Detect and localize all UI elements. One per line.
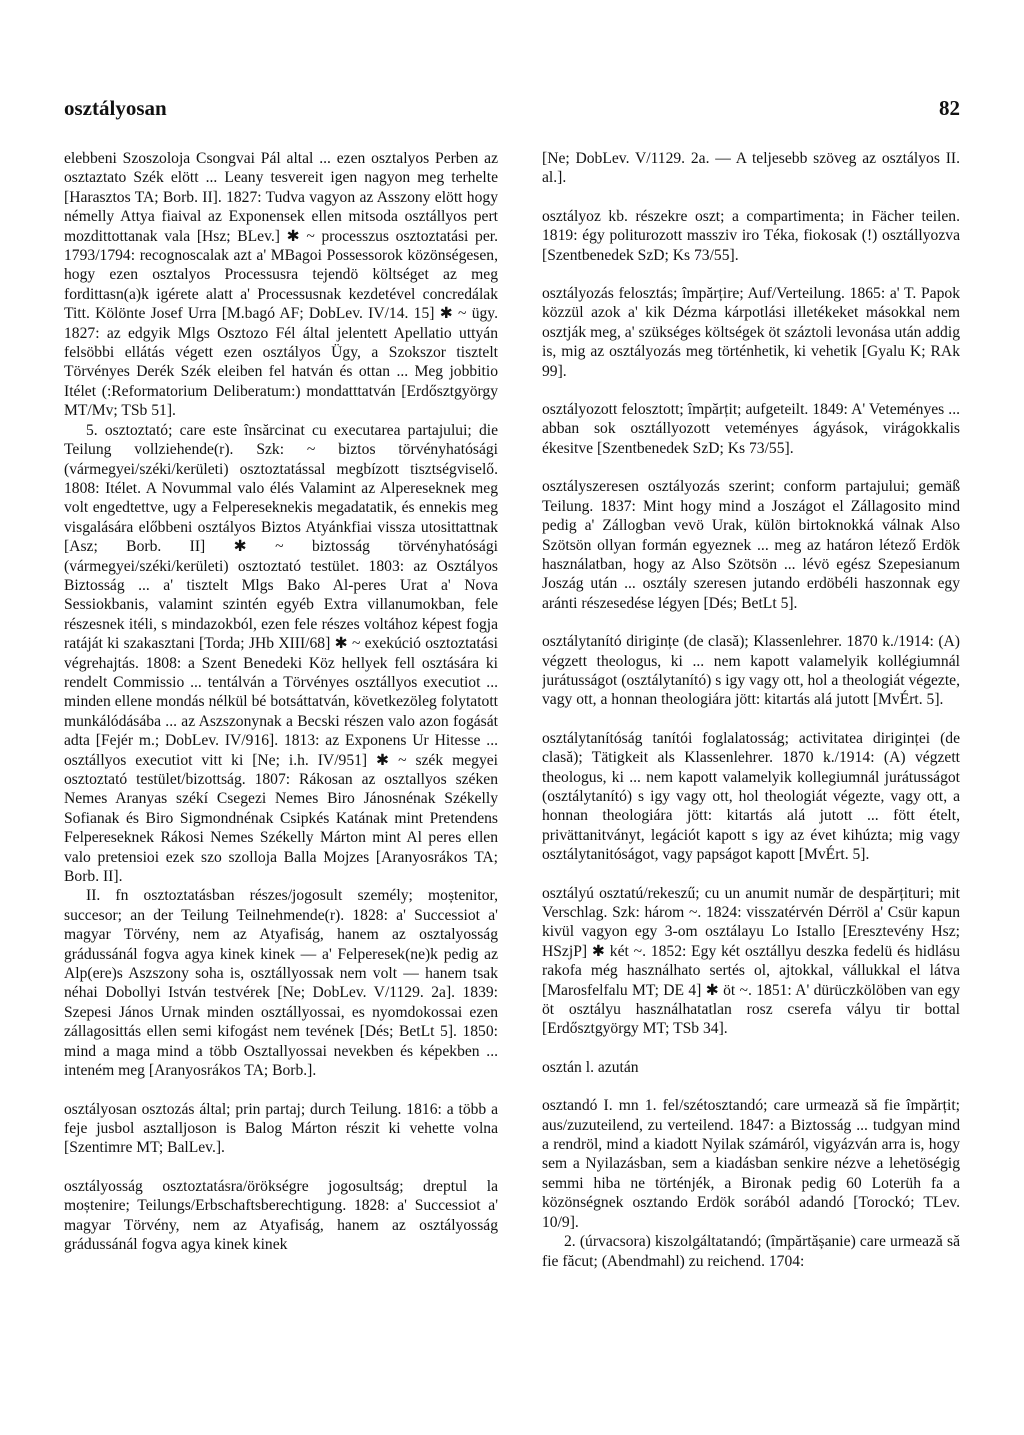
page-number: 82 xyxy=(939,96,960,120)
entry-paragraph: osztályosság osztoztatásra/örökségre jogosultság; dreptul la moștenire; Teilungs/Erbschaftsberechtigung. 1828: a' Successiot a' magyar Törvény, nem az Atyafiság, hanem az osztályosság grádussánál fogva agya kinek kinek xyxy=(64,1177,498,1253)
entry-paragraph: osztályú osztatú/rekeszű; cu un anumit număr de despărțituri; mit Verschlag. Szk: három ~. 1824: visszatérvén Dérröl a' Csür kapun kivül vagyon egy 3-om osztálayu Lo Istallo [Eresztevény Hsz; HSzjP] ✱ két ~. 1852: Egy két osztállyu deszka fedelü és hidlásu rakofa még használhato sertés ol, ajtokkal, vállukkal el látva [Marosfelfalu MT; DE 4] ✱ öt ~. 1851: A' dürüczkölöben van egy öt osztályu használhatatlan rosz cserefa vályu tir bottal [Erdősztgyörgy MT; TSb 34]. xyxy=(542,884,960,1038)
entry-paragraph: osztályozott felosztott; împărțit; aufgeteilt. 1849: A' Veteményes ... abban sok osztállyozott veteményes ágyások, virágokkalis ékesitve [Szentbenedek SzD; Ks 73/55]. xyxy=(542,401,960,457)
entry-paragraph: 5. osztoztató; care este însărcinat cu executarea partajului; die Teilung vollziehende(r). Szk: ~ biztos törvényhatósági (vármegyei/széki/kerületi) osztoztatással megbízott tisztségviselő. 1808: Itélet. A Novummal valo élés Valamint az Alpereseknek meg volt engedtettve, ugy a Felpereseknekis megadatatik, és ennekis meg visgalására előbbeni osztályos Biztos Atyánkfiai vissza utosittattnak [Asz; Borb. II] ✱ ~ biztosság törvényhatósági (vármegyei/széki/kerületi) osztoztató testület. 1803: az Osztályos Biztosság ... a' tisztelt Mlgs Bako Al-peres Urat a' Nova Sessiokbanis, valamint szintén egyéb Extra villanumokban, fele részesnek itéli, s mindazokból, ezen fele részes voltához képest fogja ratáját ki szakasztani [Torda; JHb XIII/68] ✱ ~ exekúció osztoztatási végrehajtás. 1808: a Szent Benedeki Köz hellyek fell osztására ki rendelt Commissio ... tentálván a Törvényes osztállyos executiot ... minden ellene mondás nélkül bé botsáttatván, következöleg folytatott munkálódásába ... az Aszszonynak a Becski részen valo azon fogását adta [Fejér m.; DobLev. IV/916]. 1813: az Exponens Ur Hitesse ... osztállyos executiot vitt ki [Ne; i.h. IV/951] ✱ ~ szék megyei osztoztató testület/bizottság. 1807: Rákosan az osztallyos széken Nemes Aranyas székí Csegezi Nemes Biro Jánosnénak Székelly Sofianak és Biro Sigmondnénak Csipkés Katának mint Pretendens Felpereseknek Rákosi Nemes Székelly Márton mint Al peres ellen valo pretensioi ezek szo szolloja Balla Mojzes [Aranyosrákos TA; Borb. II]. xyxy=(64,421,498,886)
entry-paragraph: osztandó I. mn 1. fel/szétosztandó; care urmează să fie împărțit; aus/zuzuteilend, zu verteilend. 1847: a Biztosság ... tudgyan mind a rendröl, mind a kiadott Nyilak számáról, vigyázván arra is, hogy sem a Nyilazásban, sem a kiadásban senkire nézve a lehetöségig semmi hiba ne történjék, a Bironak pedig 60 Loterüh fa a közönségnek osztando Erdök sorából adandó [Torockó; TLev. 10/9]. xyxy=(542,1097,960,1231)
running-headword: osztályosan xyxy=(64,96,167,120)
entry-paragraph: osztálytanító dirigințe (de clasă); Klassenlehrer. 1870 k./1914: (A) végzett theologus, ki ... nem kapott valamelyik kollégiumnál jurátusságot (osztálytanító) s igy vagy ott, hol a theologiát végezte, vagy ott, a honnan theologiára jött: kitartás alá jutott [MvÉrt. 5]. xyxy=(542,633,960,709)
entry-paragraph: osztályozás felosztás; împărțire; Auf/Verteilung. 1865: a' T. Papok közzül azok a' kik Dézma kárpotlási illetékeket másokkal nem osztják meg, a' szükséges költségek öt száztoli levonása után addig is, mig az osztályozás meg történhetik, ki vehetik [Gyalu K; RAk 99]. xyxy=(542,285,960,380)
left-column xyxy=(64,149,498,1395)
entry-paragraph: elebbeni Szoszoloja Csongvai Pál altal ... ezen osztalyos Perben az osztaztato Szék elött ... Leany tesvereit igen nagyon meg terhelte [Harasztos TA; Borb. II]. 1827: Tudva vagyon az Asszony elött hogy némelly Attya fiaival az Exponensek ellen mitsoda osztállyos pert mozdittottanak vala [Hsz; BLev.] ✱ ~ processzus osztoztatási per. 1793/1794: recognoscalak azt a' MBagoi Possessorok közönségesen, hogy ezen osztalyos Processusra tejendö költséget az meg fordittasn(a)k igérete alatt a' Processusnak kezdetével concredálak Titt. Kölönte Josef Urra [M.bagó AF; DobLev. IV/14. 15] ✱ ~ ügy. 1827: az edgyik Mlgs Osztozo Fél által jelentett Apellatio uttyán felsöbbi ellátás végett ezen osztályos Ügy, a Szokszor tisztelt Törvényes Derék Szék eleiben fel hatván és ottan ... Meg jobbitio Itélet (:Reformatorium Deliberatum:) mondatttatván [Erdősztgyörgy MT/Mv; TSb 51]. xyxy=(64,150,498,420)
entry-paragraph: [Ne; DobLev. V/1129. 2a. — A teljesebb szöveg az osztályos II. al.]. xyxy=(542,150,960,187)
entry-paragraph: osztályszeresen osztályozás szerint; conform partajului; gemäß Teilung. 1837: Mint hogy mind a Joszágot el Zállagosito mind pedig a' Zállogban vevö Urak, külön birtoknokká válnak Also Szötsön ollyan formán egyeznek ... meg az határon létező Erdök használatban, hogy az Also Szötsön ... lévö egész Szepesianum Joszág után ... osztály szeresen jutando erdöbéli haszonnak egy aránti részesedése légyen [Dés; BetLt 5]. xyxy=(542,478,960,612)
entry-paragraph: osztályosan osztozás által; prin partaj; durch Teilung. 1816: a több a feje jusbol asztalljoson is Balog Márton részit ki vehette volna [Szentimre MT; BalLev.]. xyxy=(64,1100,498,1157)
entry-paragraph: II. fn osztoztatásban részes/jogosult személy; moștenitor, succesor; an der Teilung Teilnehmende(r). 1828: a' Successiot a' magyar Törvény, nem az Atyafiság, hanem az osztalyosság grádussánál fogva agya kinek kinek — a' Felperesek(ne)k pedig az Alp(ere)s Aszszony soha is, osztállyossak nem volt — hanem tsak néhai Dobollyi István testvérek [Ne; DobLev. V/1129. 2a]. 1839: Szepesi János Urnak minden osztállyossai, es nyomdokossai ezen zállagosittás ellen semi kifogást nem tevének [Dés; BetLt 5]. 1850: mind a maga mind a több Osztallyossai nevekben és képekben ... inteném meg [Aranyosrákos TA; Borb.]. xyxy=(64,887,498,1080)
entry-paragraph: 2. (úrvacsora) kiszolgáltatandó; (împărtășanie) care urmează să fie făcut; (Abendmahl) zu reichend. 1704: xyxy=(542,1233,960,1270)
entry-paragraph: osztályoz kb. részekre oszt; a compartimenta; in Fächer teilen. 1819: égy politurozott massziv iro Téka, fiokosak (!) osztállyozva [Szentbenedek SzD; Ks 73/55]. xyxy=(542,207,960,264)
entry-paragraph: osztán l. azután xyxy=(542,1058,639,1076)
right-column xyxy=(542,149,960,1395)
entry-paragraph: osztálytanítóság tanítói foglalatosság; activitatea diriginței (de clasă); Tätigkeit als Klassenlehrer. 1870 k./1914: (A) végzett theologus, ki ... nem kapott valamelyik kollegiumnál jurátusságot (osztálytanító) s igy vagy ott, hol theologiát végezte, vagy ott, a honnan theologiára jött: kitartás alá jutott ... fött ételt, privättanitványt, legációt kapott s igy az évet kihúzta; mig vagy osztálytanitóságot, vagy papságot kapott [MvÉrt. 5]. xyxy=(542,729,960,864)
page-header xyxy=(64,96,960,132)
